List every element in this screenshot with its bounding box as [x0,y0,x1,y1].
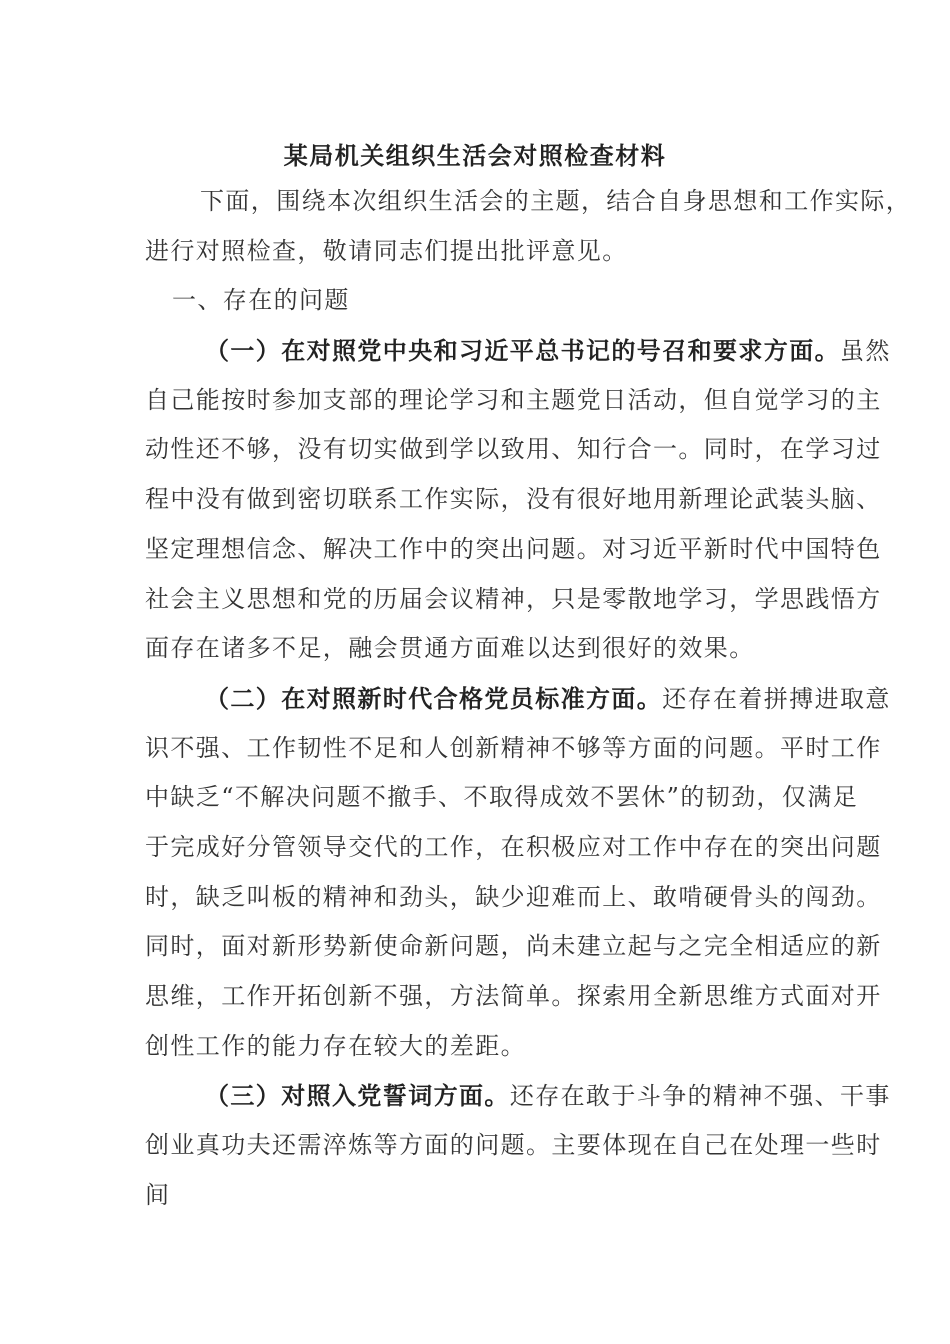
item-line: 间 [145,1180,171,1209]
section-heading: 一、存在的问题 [172,286,350,315]
document-title: 某局机关组织生活会对照检查材料 [283,141,667,170]
item-line: 时，缺乏叫板的精神和劲头，缺少迎难而上、敢啃硬骨头的闯劲。 [145,882,882,911]
item-line: 识不强、工作韧性不足和人创新精神不够等方面的问题。平时工作 [145,733,882,762]
item-text: 还存在敢于斗争的精神不强、干事 [509,1082,891,1111]
document-body [145,177,912,1220]
item-text: 还存在着拼搏进取意 [662,684,891,713]
item-line: 面存在诸多不足，融会贯通方面难以达到很好的效果。 [145,634,755,663]
item-line: 同时，面对新形势新使命新问题，尚未建立起与之完全相适应的新 [145,932,882,961]
item-line: 中缺乏“不解决问题不撤手、不取得成效不罢休”的韧劲，仅满足 [145,783,859,812]
item-text: 虽然 [840,337,891,366]
item-3 [145,1071,891,1220]
intro-line: 进行对照检查，敬请同志们提出批评意见。 [145,236,628,265]
item-heading: （一）在对照党中央和习近平总书记的号召和要求方面。 [205,336,840,366]
item-1 [145,326,891,674]
item-2 [145,674,891,1072]
item-heading: （三）对照入党誓词方面。 [205,1081,510,1111]
item-line: 创性工作的能力存在较大的差距。 [145,1031,526,1060]
item-line: 于完成好分管领导交代的工作，在积极应对工作中存在的突出问题 [145,832,882,861]
item-line: 社会主义思想和党的历届会议精神，只是零散地学习，学思践悟方 [145,584,882,613]
item-line: 自己能按时参加支部的理论学习和主题党日活动，但自觉学习的主 [145,385,882,414]
item-line: 动性还不够，没有切实做到学以致用、知行合一。同时，在学习过 [145,435,882,464]
item-line: 坚定理想信念、解决工作中的突出问题。对习近平新时代中国特色 [145,534,882,563]
item-line: 程中没有做到密切联系工作实际，没有很好地用新理论武装头脑、 [145,485,882,514]
item-line: 思维，工作开拓创新不强，方法简单。探索用全新思维方式面对开 [145,982,882,1010]
item-heading: （二）在对照新时代合格党员标准方面。 [205,683,663,713]
item-line: 创业真功夫还需淬炼等方面的问题。主要体现在自己在处理一些时 [145,1131,882,1160]
intro-line: 下面，围绕本次组织生活会的主题，结合自身思想和工作实际， [200,187,912,215]
